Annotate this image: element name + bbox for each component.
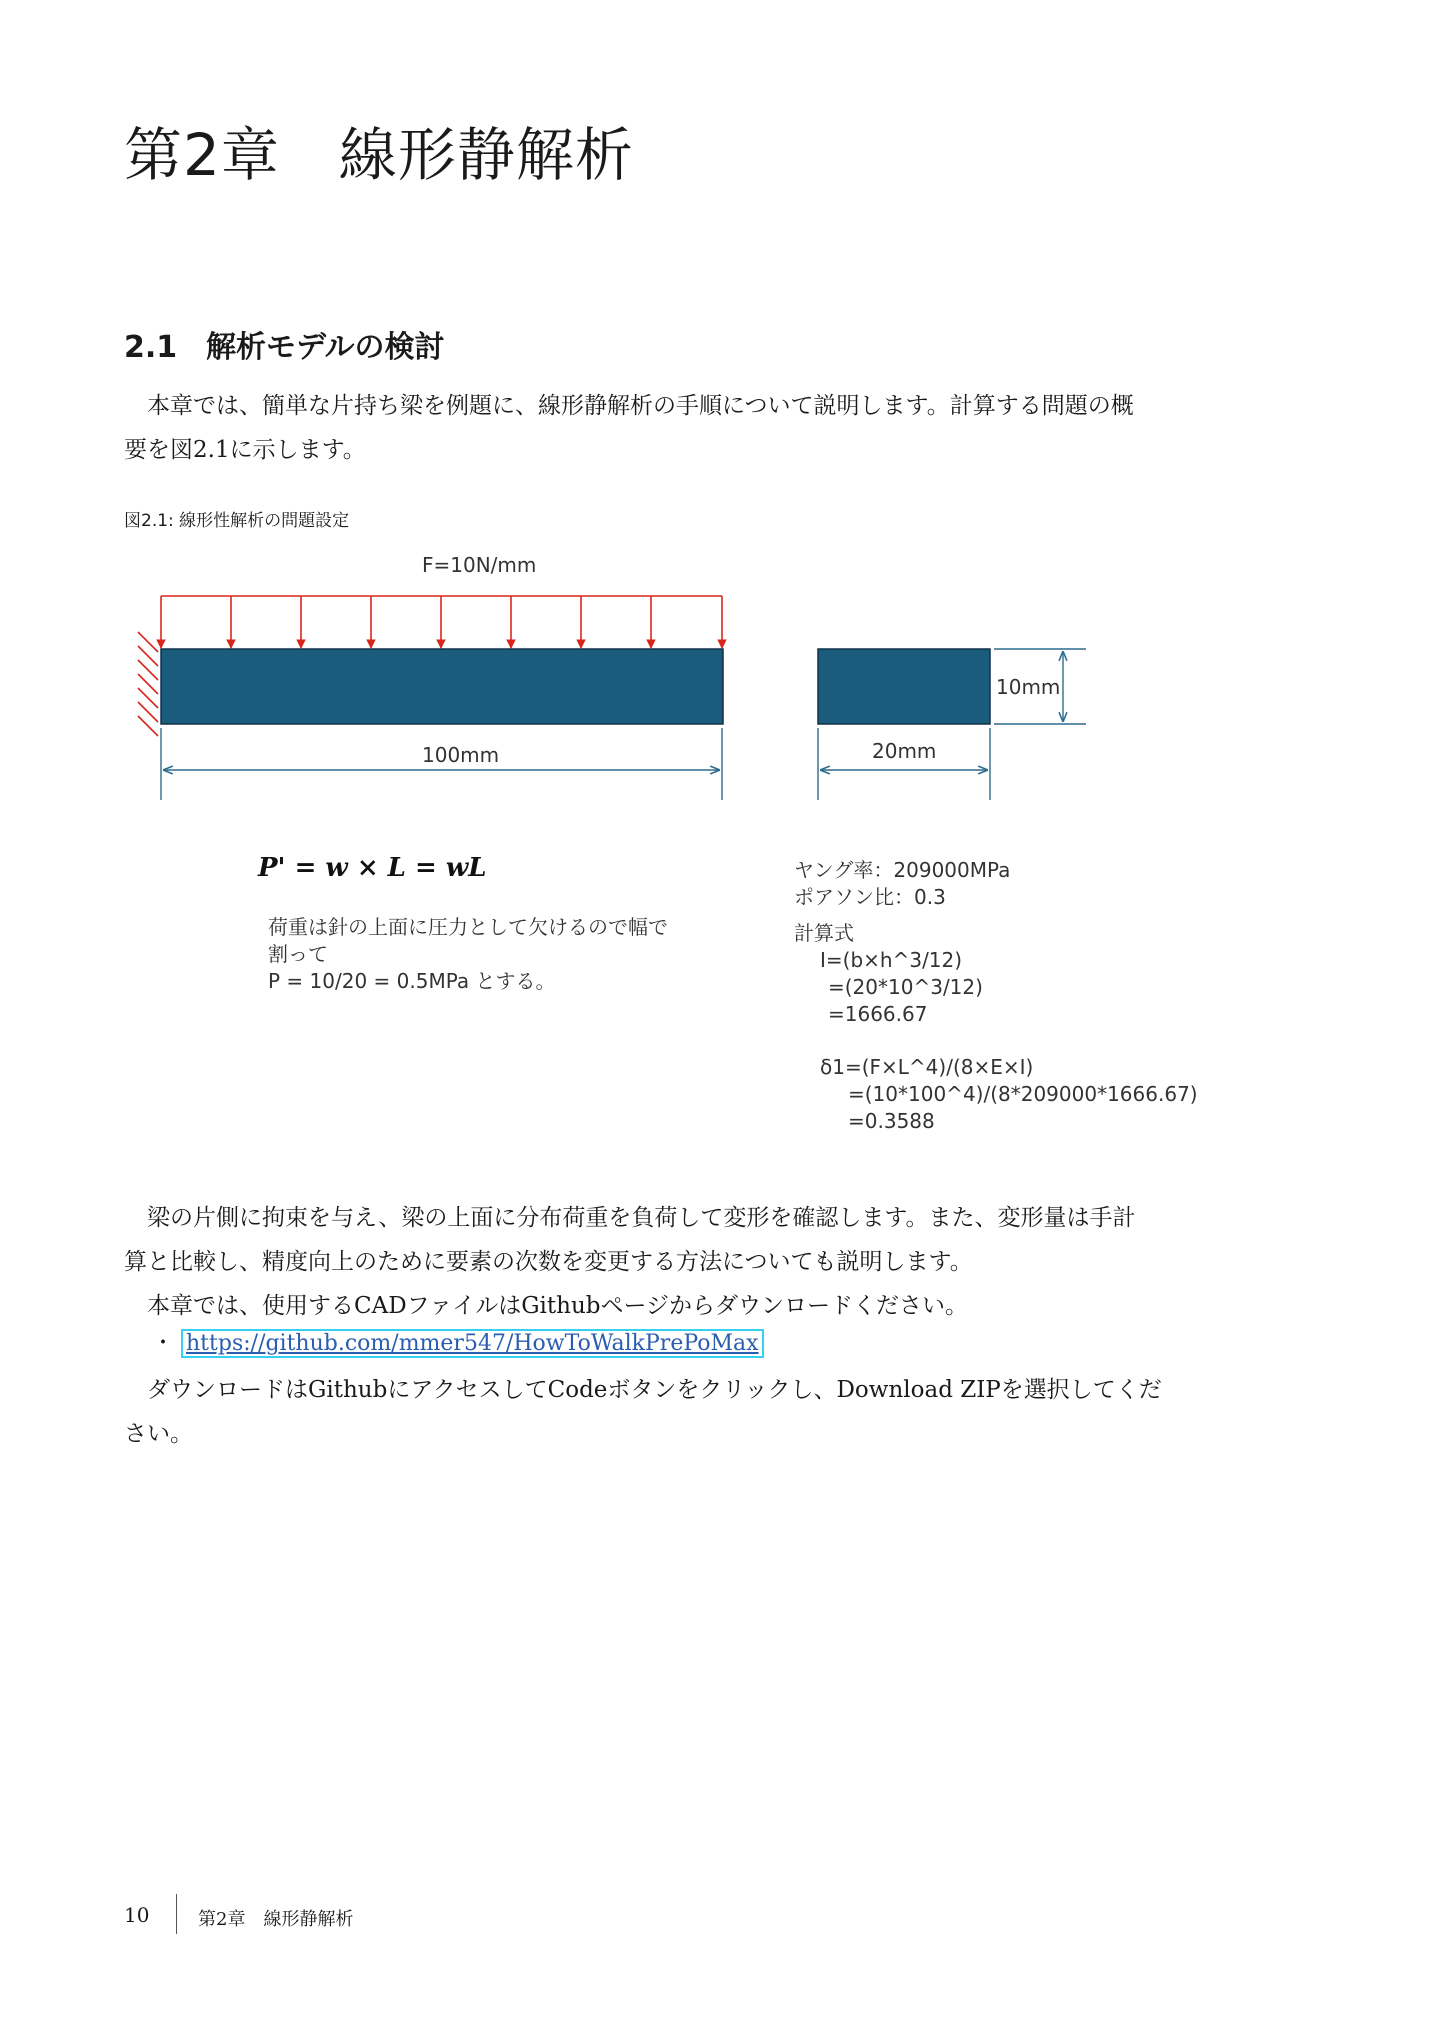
youngs-modulus: ヤング率：209000MPa xyxy=(794,858,1011,882)
calc-line: =(20*10^3/12) xyxy=(828,975,983,999)
calc-line: I=(b×h^3/12) xyxy=(820,948,963,972)
cross-section xyxy=(818,649,990,724)
calc-line: δ1=(F×L^4)/(8×E×I) xyxy=(820,1055,1034,1079)
intro-line: 本章では、簡単な片持ち梁を例題に、線形静解析の手順について説明します。計算する問題の概 xyxy=(124,393,1134,419)
distributed-load xyxy=(161,596,722,648)
length-label: 100mm xyxy=(422,743,500,767)
calc-line: =1666.67 xyxy=(828,1002,928,1026)
footer-divider xyxy=(176,1894,177,1934)
note-line: P = 10/20 = 0.5MPa とする。 xyxy=(268,969,556,993)
running-footer-title: 第2章 線形静解析 xyxy=(198,1909,354,1930)
formula: P' = w × L = wL xyxy=(258,853,487,883)
note-line: 割って xyxy=(268,942,328,966)
body-line: さい。 xyxy=(124,1421,193,1447)
calc-line: =(10*100^4)/(8*209000*1666.67) xyxy=(848,1082,1198,1106)
section-title: 解析モデルの検討 xyxy=(206,330,445,365)
height-label: 10mm xyxy=(996,675,1061,699)
load-label: F=10N/mm xyxy=(422,553,537,577)
figure-caption: 図2.1: 線形性解析の問題設定 xyxy=(124,511,350,531)
poisson-ratio: ポアソン比：0.3 xyxy=(794,885,946,909)
body-line: 本章では、使用するCADファイルはGithubページからダウンロードください。 xyxy=(124,1293,969,1319)
body-line: 算と比較し、精度向上のために要素の次数を変更する方法についても説明します。 xyxy=(124,1249,973,1275)
body-paragraph xyxy=(124,1196,1224,1328)
link-item xyxy=(152,1326,764,1357)
intro-paragraph xyxy=(124,384,1224,472)
calc-line: =0.3588 xyxy=(848,1109,935,1133)
fixed-support xyxy=(138,632,158,736)
page-number: 10 xyxy=(124,1903,150,1927)
note-line: 荷重は針の上面に圧力として欠けるので幅で xyxy=(268,915,668,939)
beam xyxy=(161,649,723,724)
bullet: ・ xyxy=(152,1331,175,1356)
section-heading xyxy=(124,322,445,366)
section-number: 2.1 xyxy=(124,330,178,365)
width-label: 20mm xyxy=(872,739,937,763)
figure-diagram xyxy=(124,548,1244,1158)
calc-heading: 計算式 xyxy=(794,921,854,945)
intro-line: 要を図2.1に示します。 xyxy=(124,437,366,463)
download-paragraph xyxy=(124,1368,1224,1456)
chapter-title: 第2章 線形静解析 xyxy=(124,121,634,189)
body-line: 梁の片側に拘束を与え、梁の上面に分布荷重を負荷して変形を確認します。また、変形量は手計 xyxy=(124,1205,1136,1231)
body-line: ダウンロードはGithubにアクセスしてCodeボタンをクリックし、Download ZIPを選択してくだ xyxy=(124,1377,1162,1403)
github-link[interactable]: https://github.com/mmer547/HowToWalkPrePoMax xyxy=(181,1329,764,1358)
